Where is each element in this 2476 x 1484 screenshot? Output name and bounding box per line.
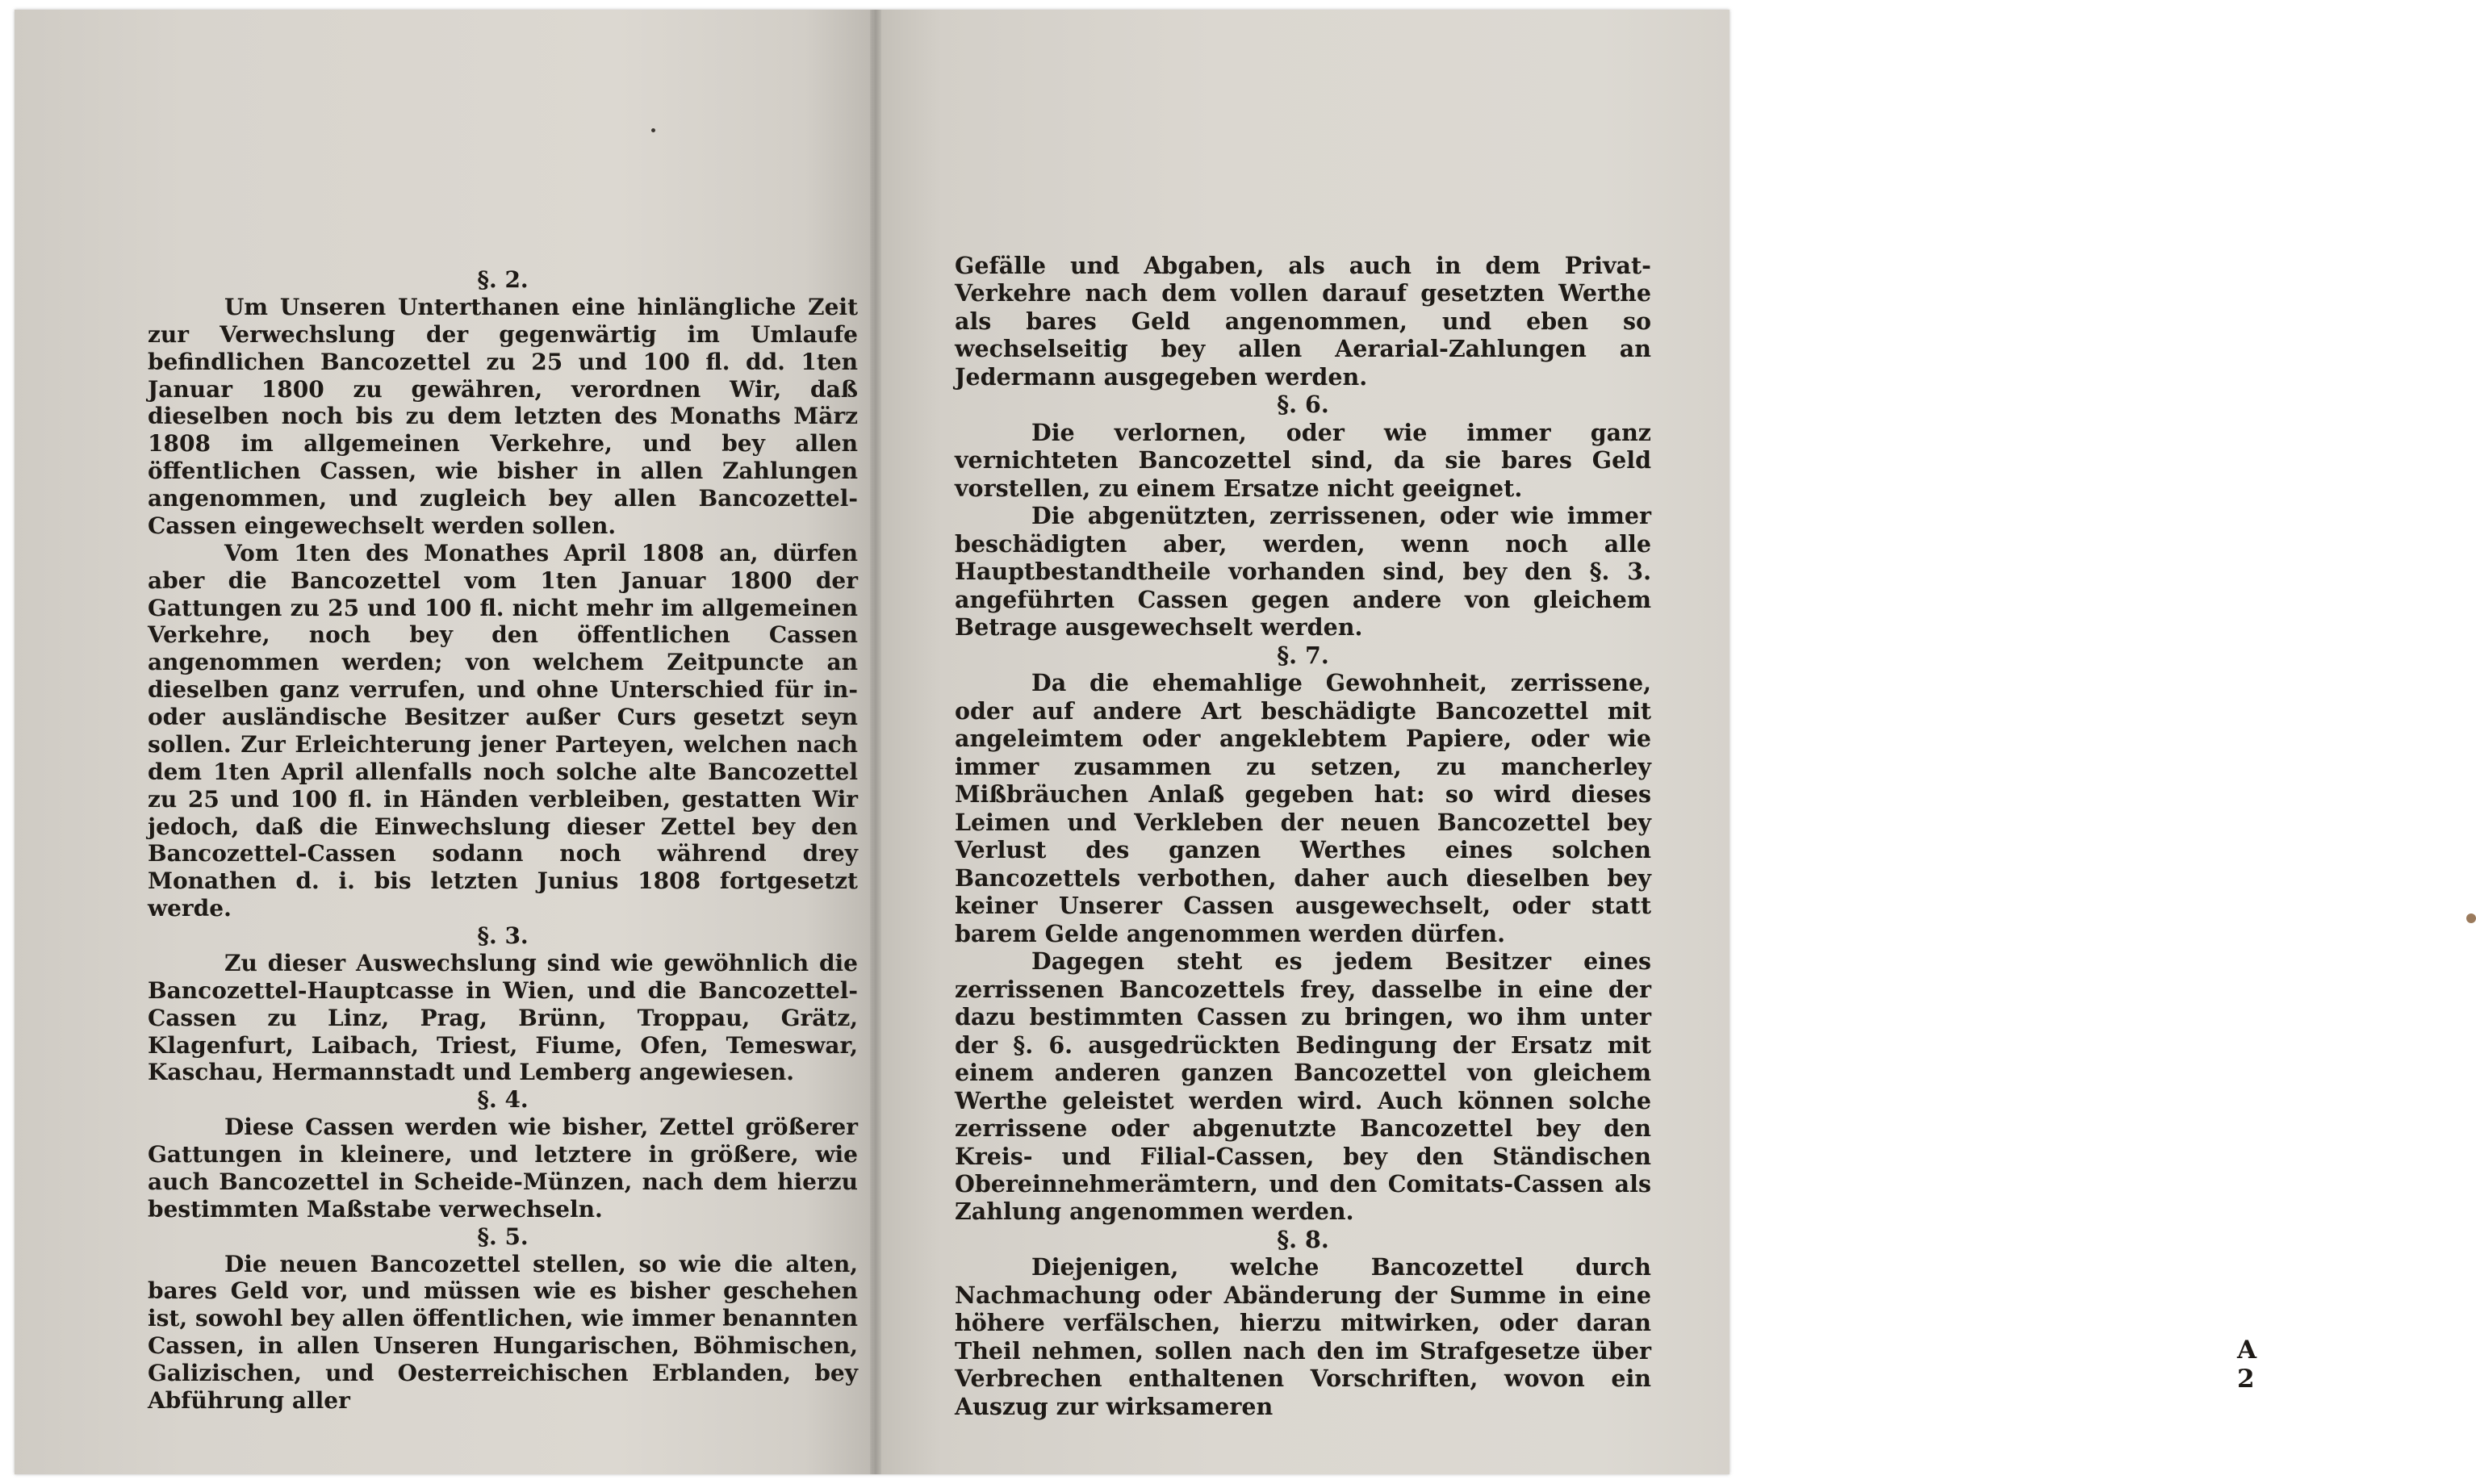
section-7-paragraph-2: Dagegen steht es jedem Besitzer eines zerrissenen Bancozettels frey, dasselbe in eine der dazu bestimmten Cassen zu bringen, wo ihm unter der §. 6. ausgedrückten Bedingung der Ersatz mit einem anderen ganzen Bancozettel von gleichem Werthe geleistet werden wird. Auch können solche zerrissene oder abgenutzte Bancozettel bey den Kreis- und Filial-Cassen, bey den Ständischen Obereinnehmerämtern, und den Comitats-Cassen als Zahlung angenommen werden. xyxy=(955,947,1651,1226)
continuation-paragraph: Gefälle und Abgaben, als auch in dem Privat-Verkehre nach dem vollen darauf gesetzten Werthe als bares Geld angenommen, und eben so wechselseitig bey allen Aerarial-Zahlungen an Jedermann ausgegeben werden. xyxy=(955,252,1651,391)
left-page xyxy=(15,10,873,1474)
right-page xyxy=(873,10,2257,1474)
signature-mark: A 2 xyxy=(2237,1336,2257,1394)
section-heading-6: §. 6. xyxy=(1277,391,1329,419)
right-page-text xyxy=(955,252,1651,1420)
left-page-text xyxy=(148,266,858,1415)
section-5-paragraph-1: Die neuen Bancozettel stellen, so wie die alten, bares Geld vor, und müssen wie es bisher geschehen ist, sowohl bey allen öffentlichen, wie immer benannten Cassen, in allen Unseren Hungarischen, Böhmischen, Galizischen, und Oesterreichischen Erblanden, bey Abführung aller xyxy=(148,1250,858,1414)
ink-speck xyxy=(651,128,655,132)
book-spread xyxy=(15,10,2257,1474)
section-2-paragraph-2: Vom 1ten des Monathes April 1808 an, dürfen aber die Bancozettel vom 1ten Januar 1800 der Gattungen zu 25 und 100 fl. nicht mehr im allgemeinen Verkehre, noch bey den öffentlichen Cassen angenommen werden; von welchem Zeitpuncte an dieselben ganz verrufen, und ohne Unterschied für in- oder ausländische Besitzer außer Curs gesetzt seyn sollen. Zur Erleichterung jener Parteyen, welchen nach dem 1ten April allenfalls noch solche alte Bancozettel zu 25 und 100 fl. in Händen verbleiben, gestatten Wir jedoch, daß die Einwechslung dieser Zettel bey den Bancozettel-Cassen sodann noch während drey Monathen d. i. bis letzten Junius 1808 fortgesetzt werde. xyxy=(148,539,858,922)
paper-stain xyxy=(2466,913,2476,923)
section-heading-4: §. 4. xyxy=(477,1086,529,1114)
section-3-paragraph-1: Zu dieser Auswechslung sind wie gewöhnlich die Bancozettel-Hauptcasse in Wien, und die Bancozettel-Cassen zu Linz, Prag, Brünn, Troppau, Grätz, Klagenfurt, Laibach, Triest, Fiume, Ofen, Temeswar, Kaschau, Hermannstadt und Lemberg angewiesen. xyxy=(148,949,858,1086)
section-heading-7: §. 7. xyxy=(1277,641,1329,669)
section-heading-3: §. 3. xyxy=(477,922,529,949)
section-8-paragraph-1: Diejenigen, welche Bancozettel durch Nachmachung oder Abänderung der Summe in eine höhere verfälschen, hierzu mitwirken, oder daran Theil nehmen, sollen nach den im Strafgesetze über Verbrechen enthaltenen Vorschriften, wovon ein Auszug zur wirksameren xyxy=(955,1253,1651,1420)
section-6-paragraph-2: Die abgenützten, zerrissenen, oder wie immer beschädigten aber, werden, wenn noch alle Hauptbestandtheile vorhanden sind, bey den §. 3. angeführten Cassen gegen andere von gleichem Betrage ausgewechselt werden. xyxy=(955,502,1651,642)
section-4-paragraph-1: Diese Cassen werden wie bisher, Zettel größerer Gattungen in kleinere, und letztere in größere, wie auch Bancozettel in Scheide-Münzen, nach dem hierzu bestimmten Maßstabe verwechseln. xyxy=(148,1114,858,1223)
section-2-paragraph-1: Um Unseren Unterthanen eine hinlängliche Zeit zur Verwechslung der gegenwärtig im Umlaufe befindlichen Bancozettel zu 25 und 100 fl. dd. 1ten Januar 1800 zu gewähren, verordnen Wir, daß dieselben noch bis zu dem letzten des Monaths März 1808 im allgemeinen Verkehre, und bey allen öffentlichen Cassen, wie bisher in allen Zahlungen angenommen, und zugleich bey allen Bancozettel-Cassen eingewechselt werden sollen. xyxy=(148,293,858,539)
section-7-paragraph-1: Da die ehemahlige Gewohnheit, zerrissene, oder auf andere Art beschädigte Bancozettel mit angeleimtem oder angeklebtem Papiere, oder wie immer zusammen zu setzen, zu mancherley Mißbräuchen Anlaß gegeben hat: so wird dieses Leimen und Verkleben der neuen Bancozettel bey Verlust des ganzen Werthes eines solchen Bancozettels verbothen, daher auch dieselben bey keiner Unserer Cassen ausgewechselt, oder statt barem Gelde angenommen werden dürfen. xyxy=(955,669,1651,947)
section-heading-8: §. 8. xyxy=(1277,1225,1329,1253)
section-6-paragraph-1: Die verlornen, oder wie immer ganz vernichteten Bancozettel sind, da sie bares Geld vorstellen, zu einem Ersatze nicht geeignet. xyxy=(955,418,1651,502)
section-heading-2: §. 2. xyxy=(477,266,529,293)
section-heading-5: §. 5. xyxy=(477,1223,529,1250)
